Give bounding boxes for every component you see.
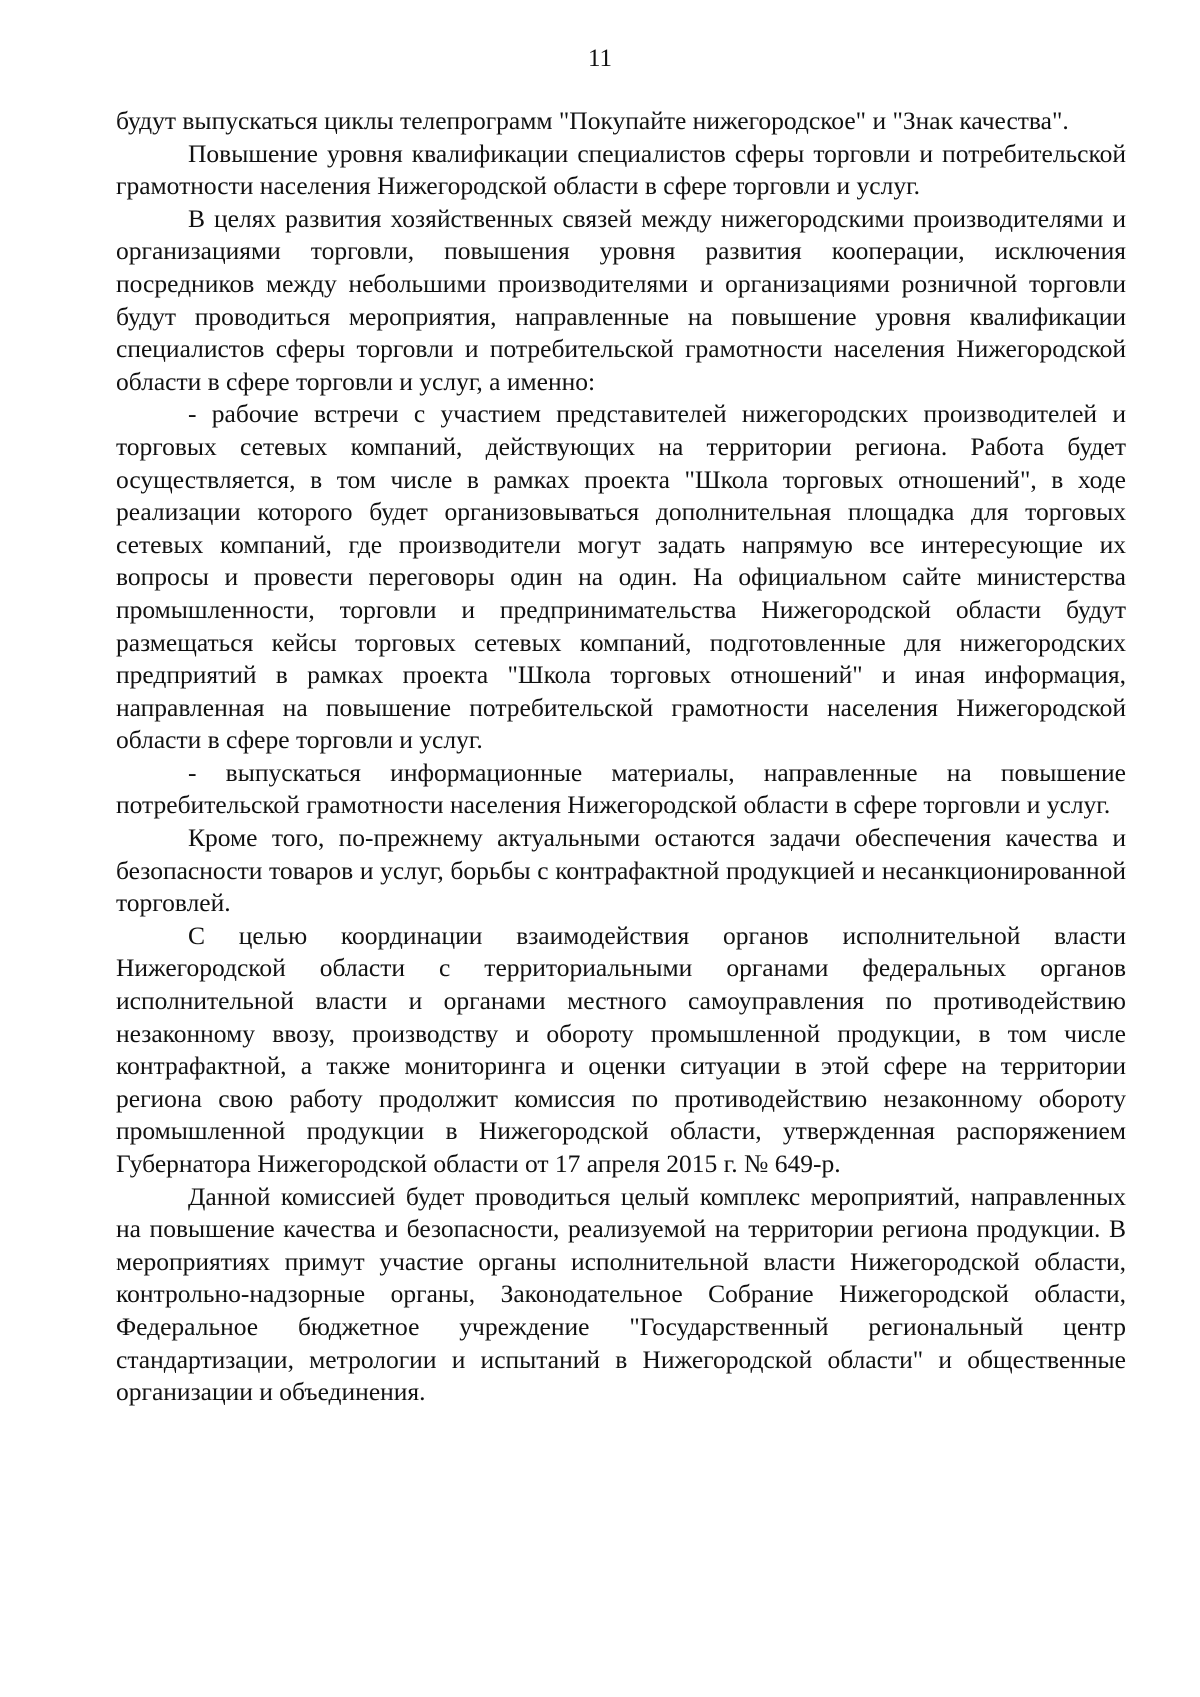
paragraph-quality-safety: Кроме того, по-прежнему актуальными остаются задачи обеспечения качества и безопасности товаров и услуг, борьбы с контрафактной продукцией и несанкционированной торговлей.	[116, 823, 1126, 918]
document-body	[116, 105, 1126, 1409]
paragraph-economic-ties: В целях развития хозяйственных связей между нижегородскими производителями и организациями торговли, повышения уровня развития кооперации, исключения посредников между небольшими производителями и организациями розничной торговли будут проводиться мероприятия, направленные на повышение уровня квалификации специалистов сферы торговли и потребительской грамотности населения Нижегородской области в сфере торговли и услуг, а именно:	[116, 203, 1126, 396]
paragraph-tv-programs: будут выпускаться циклы телепрограмм "Покупайте нижегородское" и "Знак качества".	[116, 106, 1069, 135]
paragraph-commission-coordination: С целью координации взаимодействия органов исполнительной власти Нижегородской области с территориальными органами федеральных органов исполнительной власти и органами местного самоуправления по противодействию незаконному ввозу, производству и обороту промышленной продукции, в том числе контрафактной, а также мониторинга и оценки ситуации в этой сфере на территории региона свою работу продолжит комиссия по противодействию незаконному обороту промышленной продукции в Нижегородской области, утвержденная распоряжением Губернатора Нижегородской области от 17 апреля 2015 г. № 649-р.	[116, 920, 1126, 1178]
paragraph-commission-activities: Данной комиссией будет проводиться целый комплекс мероприятий, направленных на повышение качества и безопасности, реализуемой на территории региона продукции. В мероприятиях примут участие органы исполнительной власти Нижегородской области, контрольно-надзорные органы, Законодательное Собрание Нижегородской области, Федеральное бюджетное учреждение "Государственный региональный центр стандартизации, метрологии и испытаний в Нижегородской области" и общественные организации и объединения.	[116, 1181, 1126, 1407]
paragraph-working-meetings: - рабочие встречи с участием представителей нижегородских производителей и торговых сетевых компаний, действующих на территории региона. Работа будет осуществляется, в том числе в рамках проекта "Школа торговых отношений", в ходе реализации которого будет организовываться дополнительная площадка для торговых сетевых компаний, где производители могут задать напрямую все интересующие их вопросы и провести переговоры один на один. На официальном сайте министерства промышленности, торговли и предпринимательства Нижегородской области будут размещаться кейсы торговых сетевых компаний, подготовленные для нижегородских предприятий в рамках проекта "Школа торговых отношений" и иная информация, направленная на повышение потребительской грамотности населения Нижегородской области в сфере торговли и услуг.	[116, 399, 1126, 755]
paragraph-qualification-heading: Повышение уровня квалификации специалистов сферы торговли и потребительской грамотности населения Нижегородской области в сфере торговли и услуг.	[116, 138, 1126, 201]
paragraph-information-materials: - выпускаться информационные материалы, направленные на повышение потребительской грамотности населения Нижегородской области в сфере торговли и услуг.	[116, 757, 1126, 820]
page-number: 11	[587, 45, 613, 72]
